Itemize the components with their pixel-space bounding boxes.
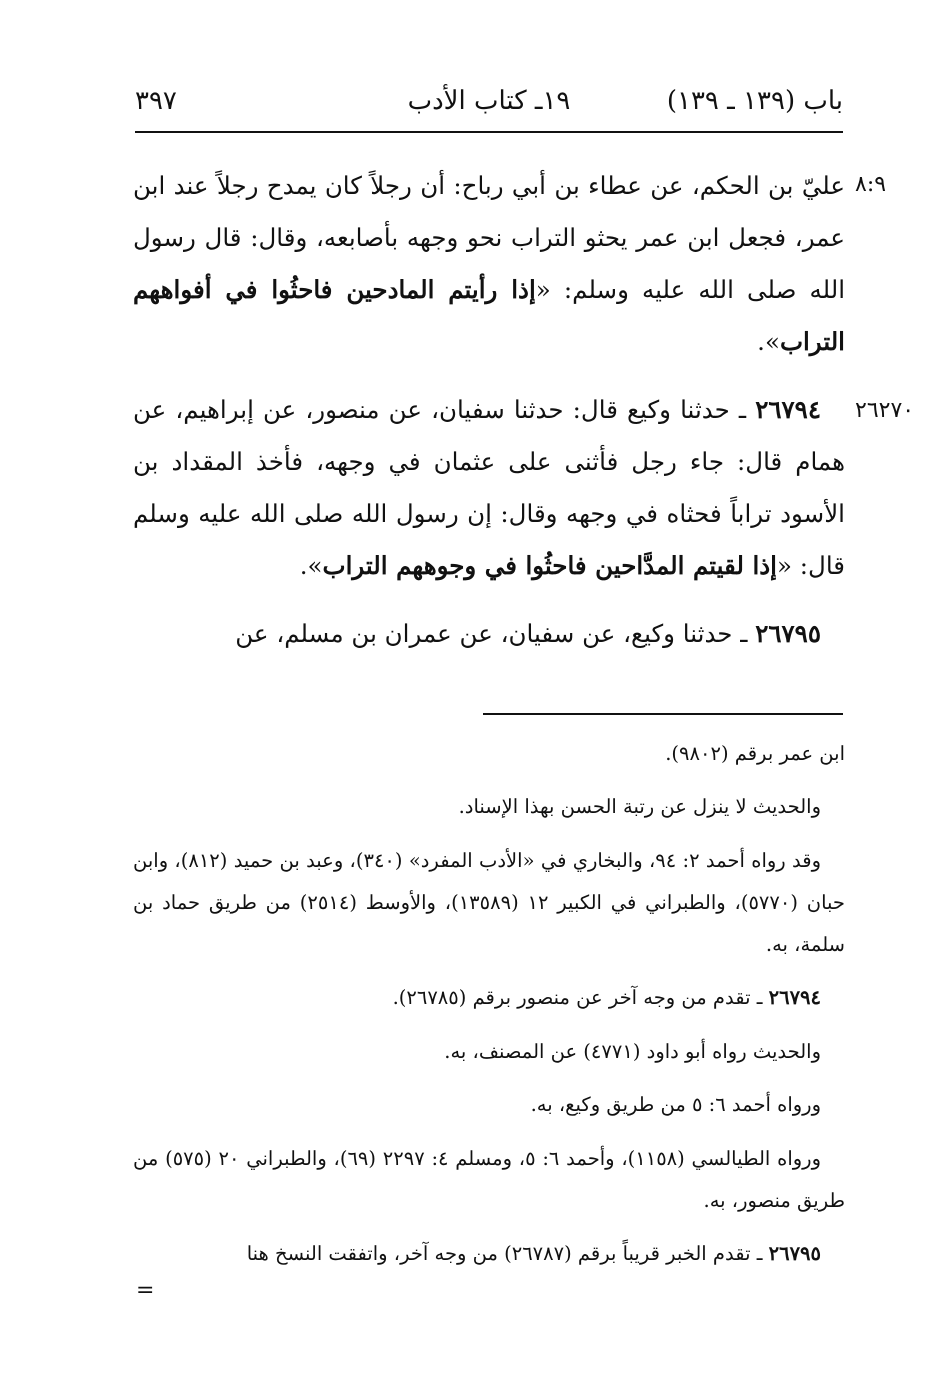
hadith-text: ـ حدثنا وكيع قال: حدثنا سفيان، عن منصور، عن إبراهيم، عن همام قال: جاء رجل فأثنى على عثمان في وجهه، فأخذ المقداد بن الأسود تراباً فحثاه في وجهه وقال: إن رسول الله صلى الله عليه وسلم قال: «: [133, 395, 845, 580]
page-number: ٣٩٧: [135, 86, 177, 116]
footnote-line: ورواه أحمد ٦: ٥ من طريق وكيع، به.: [530, 1093, 821, 1116]
hadith-tail: ».: [757, 327, 780, 356]
footnote-line: ٢٦٧٩٤ ـ تقدم من وجه آخر عن منصور برقم (٢٦٧٨٥).: [392, 986, 821, 1009]
hadith-quote: إذا رأيتم المادحين فاحثُوا في أفواههم التراب: [133, 275, 845, 356]
footnote-line: والحديث رواه أبو داود (٤٧٧١) عن المصنف، به.: [444, 1040, 821, 1063]
footnote-rule: [483, 713, 843, 715]
hadith-text: عليّ بن الحكم، عن عطاء بن أبي رباح: أن رجلاً كان يمدح رجلاً عند ابن عمر، فجعل ابن عمر يحثو التراب نحو وجهه بأصابعه، وقال: قال رسول الله صلى الله عليه وسلم: «: [133, 171, 846, 304]
footnote-line: ٢٦٧٩٥ ـ تقدم الخبر قريباً برقم (٢٦٧٨٧) من وجه آخر، واتفقت النسخ هنا: [246, 1242, 821, 1265]
margin-reference: ٢٦٢٧٠: [855, 398, 915, 423]
hadith-number: ٢٦٧٩٤: [755, 395, 821, 424]
hadith-paragraph: [133, 608, 845, 660]
margin-reference: ٨:٩: [855, 172, 887, 197]
hadith-tail: ».: [299, 551, 323, 580]
running-header: [135, 86, 843, 126]
footnote-paragraph: وقد رواه أحمد ٢: ٩٤، والبخاري في «الأدب المفرد» (٣٤٠)، وعبد بن حميد (٨١٢)، وابن حبان (٥٧٧٠)، والطبراني في الكبير ١٢ (١٣٥٨٩)، والأوسط (٢٥١٤) من طريق حماد بن سلمة، به.: [133, 849, 845, 956]
footnote-paragraph: ورواه الطيالسي (١١٥٨)، وأحمد ٦: ٥، ومسلم ٤: ٢٢٩٧ (٦٩)، والطبراني ٢٠ (٥٧٥) من طريق منصور، به.: [133, 1147, 845, 1212]
hadith-number: ٢٦٧٩٥: [755, 619, 821, 648]
hadith-quote: إذا لقيتم المدَّاحين فاحثُوا في وجوههم التراب: [322, 551, 777, 580]
header-section: باب (١٣٩ ـ ١٣٩): [666, 86, 843, 116]
footnote-number: ٢٦٧٩٤: [768, 986, 821, 1009]
footnote-number: ٢٦٧٩٥: [768, 1242, 821, 1265]
continuation-mark: =: [136, 1278, 155, 1303]
header-book-title: ١٩ـ كتاب الأدب: [407, 86, 571, 116]
hadith-text: ـ حدثنا وكيع، عن سفيان، عن عمران بن مسلم، عن: [235, 619, 756, 648]
hadith-paragraph: [133, 160, 845, 368]
footnote-line: والحديث لا ينزل عن رتبة الحسن بهذا الإسناد.: [458, 795, 821, 818]
header-rule: [135, 131, 843, 133]
footnote-line: ابن عمر برقم (٩٨٠٢).: [665, 742, 845, 765]
hadith-paragraph: [133, 384, 845, 592]
